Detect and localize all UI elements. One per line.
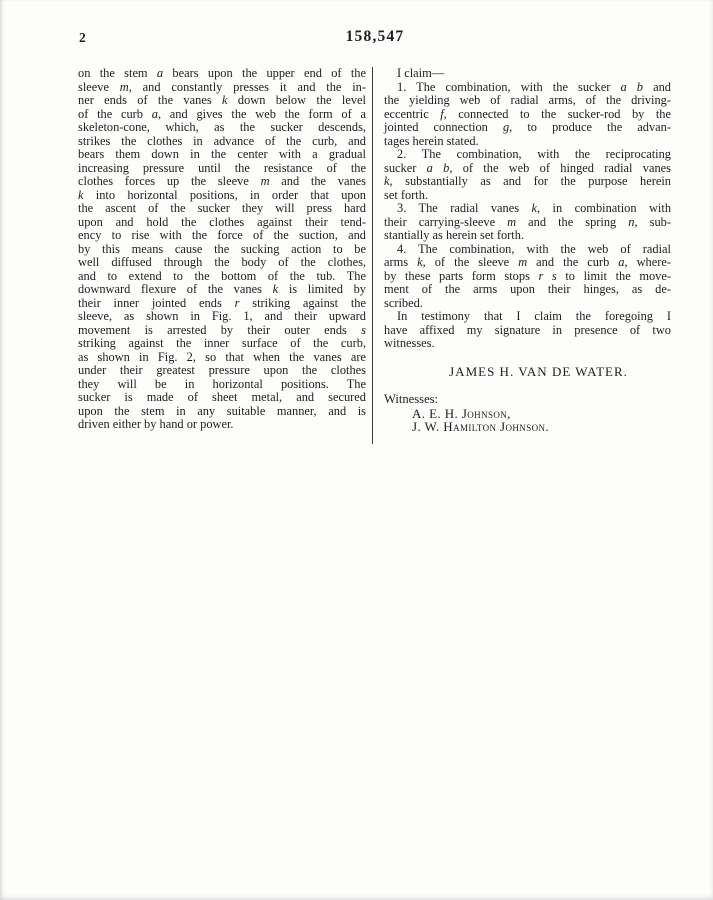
text-line: k into horizontal positions, in order that upon xyxy=(78,187,366,202)
text-line: sleeve, as shown in Fig. 1, and their upward xyxy=(78,309,366,323)
text-line: In testimony that I claim the foregoing I xyxy=(397,309,671,323)
text-line: skeleton-cone, which, as the sucker descends, xyxy=(78,120,366,134)
text-line: increasing pressure until the resistance of the xyxy=(78,160,366,175)
paragraph xyxy=(384,243,671,311)
text-line: 1. The combination, with the sucker a b and xyxy=(397,79,671,94)
text-line: by these parts form stops r s to limit the move- xyxy=(384,268,671,283)
paragraph xyxy=(384,148,671,202)
text-columns xyxy=(78,67,672,444)
text-line: scribed. xyxy=(384,295,423,310)
left-column xyxy=(78,67,366,432)
text-line: 3. The radial vanes k, in combination with xyxy=(397,201,672,215)
claims-text xyxy=(384,67,671,351)
witnesses-label: Witnesses: xyxy=(384,392,439,406)
text-line: ency to rise with the force of the suction, and xyxy=(78,228,366,242)
paragraph xyxy=(384,81,671,149)
text-line: driven either by hand or power. xyxy=(78,417,234,431)
text-line: 2. The combination, with the reciprocating xyxy=(397,147,671,161)
text-line: ment of the arms upon their hinges, as de- xyxy=(384,282,671,296)
text-line: sleeve m, and constantly presses it and the in- xyxy=(78,79,366,94)
text-line: witnesses. xyxy=(384,336,435,350)
witness-names xyxy=(384,407,671,434)
text-line: as shown in Fig. 2, so that when the vanes are xyxy=(78,349,366,364)
text-line: have affixed my signature in presence of two xyxy=(384,322,671,337)
paragraph xyxy=(384,310,671,351)
text-line: I claim— xyxy=(397,66,445,80)
text-line: they will be in horizontal positions. The xyxy=(78,376,366,391)
text-line: downward flexure of the vanes k is limited by xyxy=(78,282,366,296)
text-line: and to extend to the bottom of the tub. The xyxy=(78,268,366,283)
text-line: stantially as herein set forth. xyxy=(384,228,525,242)
text-line: their carrying-sleeve m and the spring n, sub- xyxy=(384,214,671,229)
witnesses-block xyxy=(384,393,671,434)
text-line: upon and hold the clothes against their tend- xyxy=(78,214,366,229)
text-line: eccentric f, connected to the sucker-rod by the xyxy=(384,106,671,121)
text-line: striking against the inner surface of the curb, xyxy=(78,336,366,350)
paragraph xyxy=(384,67,671,81)
text-line: k, substantially as and for the purpose herein xyxy=(384,174,671,188)
paragraph xyxy=(384,202,671,243)
text-line: the yielding web of radial arms, of the driving- xyxy=(384,93,671,107)
text-line: clothes forces up the sleeve m and the vanes xyxy=(78,174,366,188)
witness-name: J. W. Hamilton Johnson. xyxy=(412,419,550,434)
text-line: sucker a b, of the web of hinged radial vanes xyxy=(384,160,671,175)
text-line: sucker is made of sheet metal, and secured xyxy=(78,390,366,404)
column-divider-rule xyxy=(372,67,373,444)
text-line: under their greatest pressure upon the clothes xyxy=(78,363,366,377)
text-line: upon the stem in any suitable manner, and is xyxy=(78,403,366,418)
text-line: jointed connection g, to produce the advan- xyxy=(384,120,671,134)
witness-name: A. E. H. Johnson, xyxy=(412,405,511,421)
inventor-signature: JAMES H. VAN DE WATER. xyxy=(449,363,628,379)
text-line: by this means cause the sucking action to be xyxy=(78,241,366,256)
text-line: set forth. xyxy=(384,187,429,202)
text-line: of the curb a, and gives the web the form of a xyxy=(78,106,366,121)
text-line: their inner jointed ends r striking against the xyxy=(78,295,366,310)
text-line: arms k, of the sleeve m and the curb a, where- xyxy=(384,255,671,269)
right-column xyxy=(384,67,671,434)
text-line: strikes the clothes in advance of the curb, and xyxy=(78,133,366,148)
text-line: ner ends of the vanes k down below the level xyxy=(78,93,366,107)
text-line: tages herein stated. xyxy=(384,133,479,148)
page-number: 2 xyxy=(79,30,86,45)
patent-number: 158,547 xyxy=(345,28,405,45)
text-line: movement is arrested by their outer ends s xyxy=(78,322,366,337)
text-line: bears them down in the center with a gradual xyxy=(78,147,366,161)
text-line: well diffused through the body of the clothes, xyxy=(78,255,366,269)
text-line: on the stem a bears upon the upper end of the xyxy=(78,66,366,80)
text-line: the ascent of the sucker they will press hard xyxy=(78,201,366,215)
paragraph xyxy=(78,67,366,432)
text-line: 4. The combination, with the web of radial xyxy=(397,241,671,256)
